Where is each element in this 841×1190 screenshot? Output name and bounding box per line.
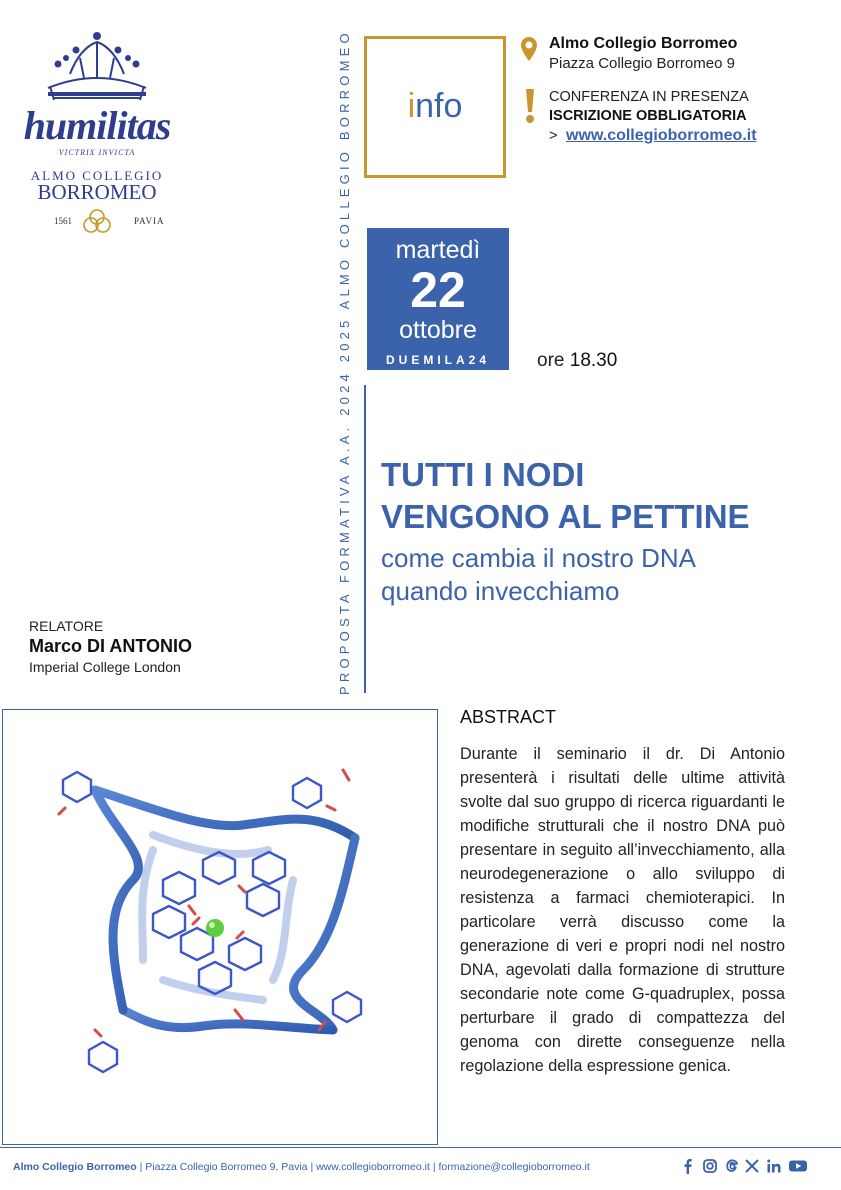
footer bbox=[13, 1161, 590, 1173]
date-day: 22 bbox=[410, 262, 466, 318]
exclamation-icon bbox=[524, 88, 536, 124]
footer-sep-1: | bbox=[139, 1161, 143, 1173]
dna-structure-image bbox=[2, 709, 438, 1145]
title-line1: TUTTI I NODI bbox=[381, 456, 585, 493]
info-label-rest: nfo bbox=[415, 87, 463, 125]
title-line2: VENGONO AL PETTINE bbox=[381, 498, 750, 535]
info-label-i: i bbox=[407, 87, 416, 125]
vertical-program-text: PROPOSTA FORMATIVA A.A. 2024 2025 ALMO COLLEGIO BORROMEO bbox=[337, 29, 352, 695]
instagram-icon[interactable] bbox=[702, 1158, 718, 1174]
footer-email-link[interactable]: formazione@collegioborromeo.it bbox=[438, 1161, 590, 1173]
time-value: 18.30 bbox=[569, 350, 618, 371]
footer-web-link[interactable]: www.collegioborromeo.it bbox=[316, 1161, 430, 1173]
speaker-name: Marco DI ANTONIO bbox=[29, 636, 193, 656]
website-link[interactable]: www.collegioborromeo.it bbox=[566, 127, 757, 144]
logo-city: PAVIA bbox=[134, 216, 165, 226]
registration-required: ISCRIZIONE OBBLIGATORIA bbox=[549, 108, 747, 124]
date-year-suffix: 24 bbox=[468, 353, 491, 367]
trinity-knot-icon bbox=[82, 208, 112, 234]
event-time bbox=[537, 350, 617, 372]
date-year-prefix: DUEMILA bbox=[385, 353, 469, 367]
info-label bbox=[367, 87, 503, 126]
g-quadruplex-illustration bbox=[3, 710, 437, 1144]
facebook-icon[interactable] bbox=[680, 1158, 696, 1174]
threads-icon[interactable] bbox=[724, 1158, 740, 1174]
abstract-title: ABSTRACT bbox=[460, 707, 557, 727]
time-prefix: ore bbox=[537, 350, 565, 371]
footer-org: Almo Collegio Borromeo bbox=[13, 1161, 137, 1173]
footer-address: Piazza Collegio Borromeo 9, Pavia bbox=[145, 1161, 308, 1173]
x-icon[interactable] bbox=[744, 1158, 760, 1174]
youtube-icon[interactable] bbox=[788, 1158, 808, 1174]
date-year bbox=[367, 353, 509, 367]
logo-year: 1561 bbox=[54, 216, 72, 226]
footer-sep-2: | bbox=[310, 1161, 314, 1173]
conference-mode: CONFERENZA IN PRESENZA bbox=[549, 89, 749, 105]
logo-line2: BORROMEO bbox=[37, 180, 157, 204]
linkedin-icon[interactable] bbox=[766, 1158, 782, 1174]
crown-icon bbox=[40, 28, 154, 108]
logo-line1: ALMO COLLEGIO bbox=[30, 168, 164, 183]
abstract-body: Durante il seminario il dr. Di Antonio presenterà i risultati delle ultime attività svolte dal suo gruppo di ricerca riguardanti le modifiche strutturali che il nostro DNA può presentare in seguito all’invecchiamento, alla neurodegenerazione o allo sviluppo di resistenza a farmaci chemioterapici. In particolare verrà discusso come la generazione di veri e propri nodi nel nostro DNA, agevolati dalla formazione di strutture secondarie note come G-quadruplex, possa perturbare il grado di compattezza del genoma con dirette conseguenze nella regolazione della espressione genica. bbox=[460, 745, 785, 1075]
date-month: ottobre bbox=[399, 316, 477, 344]
logo-subtitle: VICTRIX INVICTA bbox=[58, 148, 136, 157]
location-address: Piazza Collegio Borromeo 9 bbox=[549, 55, 735, 72]
date-weekday: martedì bbox=[395, 236, 481, 264]
speaker-role: RELATORE bbox=[29, 618, 104, 634]
subtitle-line1: come cambia il nostro DNA bbox=[381, 543, 696, 573]
footer-sep-3: | bbox=[432, 1161, 436, 1173]
speaker-affiliation: Imperial College London bbox=[29, 659, 181, 675]
date-box bbox=[367, 228, 509, 370]
vertical-divider bbox=[364, 385, 366, 693]
link-arrow: > bbox=[549, 128, 558, 144]
info-box bbox=[364, 36, 506, 178]
logo-motto: humilitas bbox=[23, 103, 171, 148]
subtitle-line2: quando invecchiamo bbox=[381, 576, 620, 606]
location-name: Almo Collegio Borromeo bbox=[549, 35, 738, 52]
college-logo bbox=[22, 28, 172, 226]
location-pin-icon bbox=[520, 36, 538, 62]
footer-divider bbox=[0, 1147, 841, 1148]
